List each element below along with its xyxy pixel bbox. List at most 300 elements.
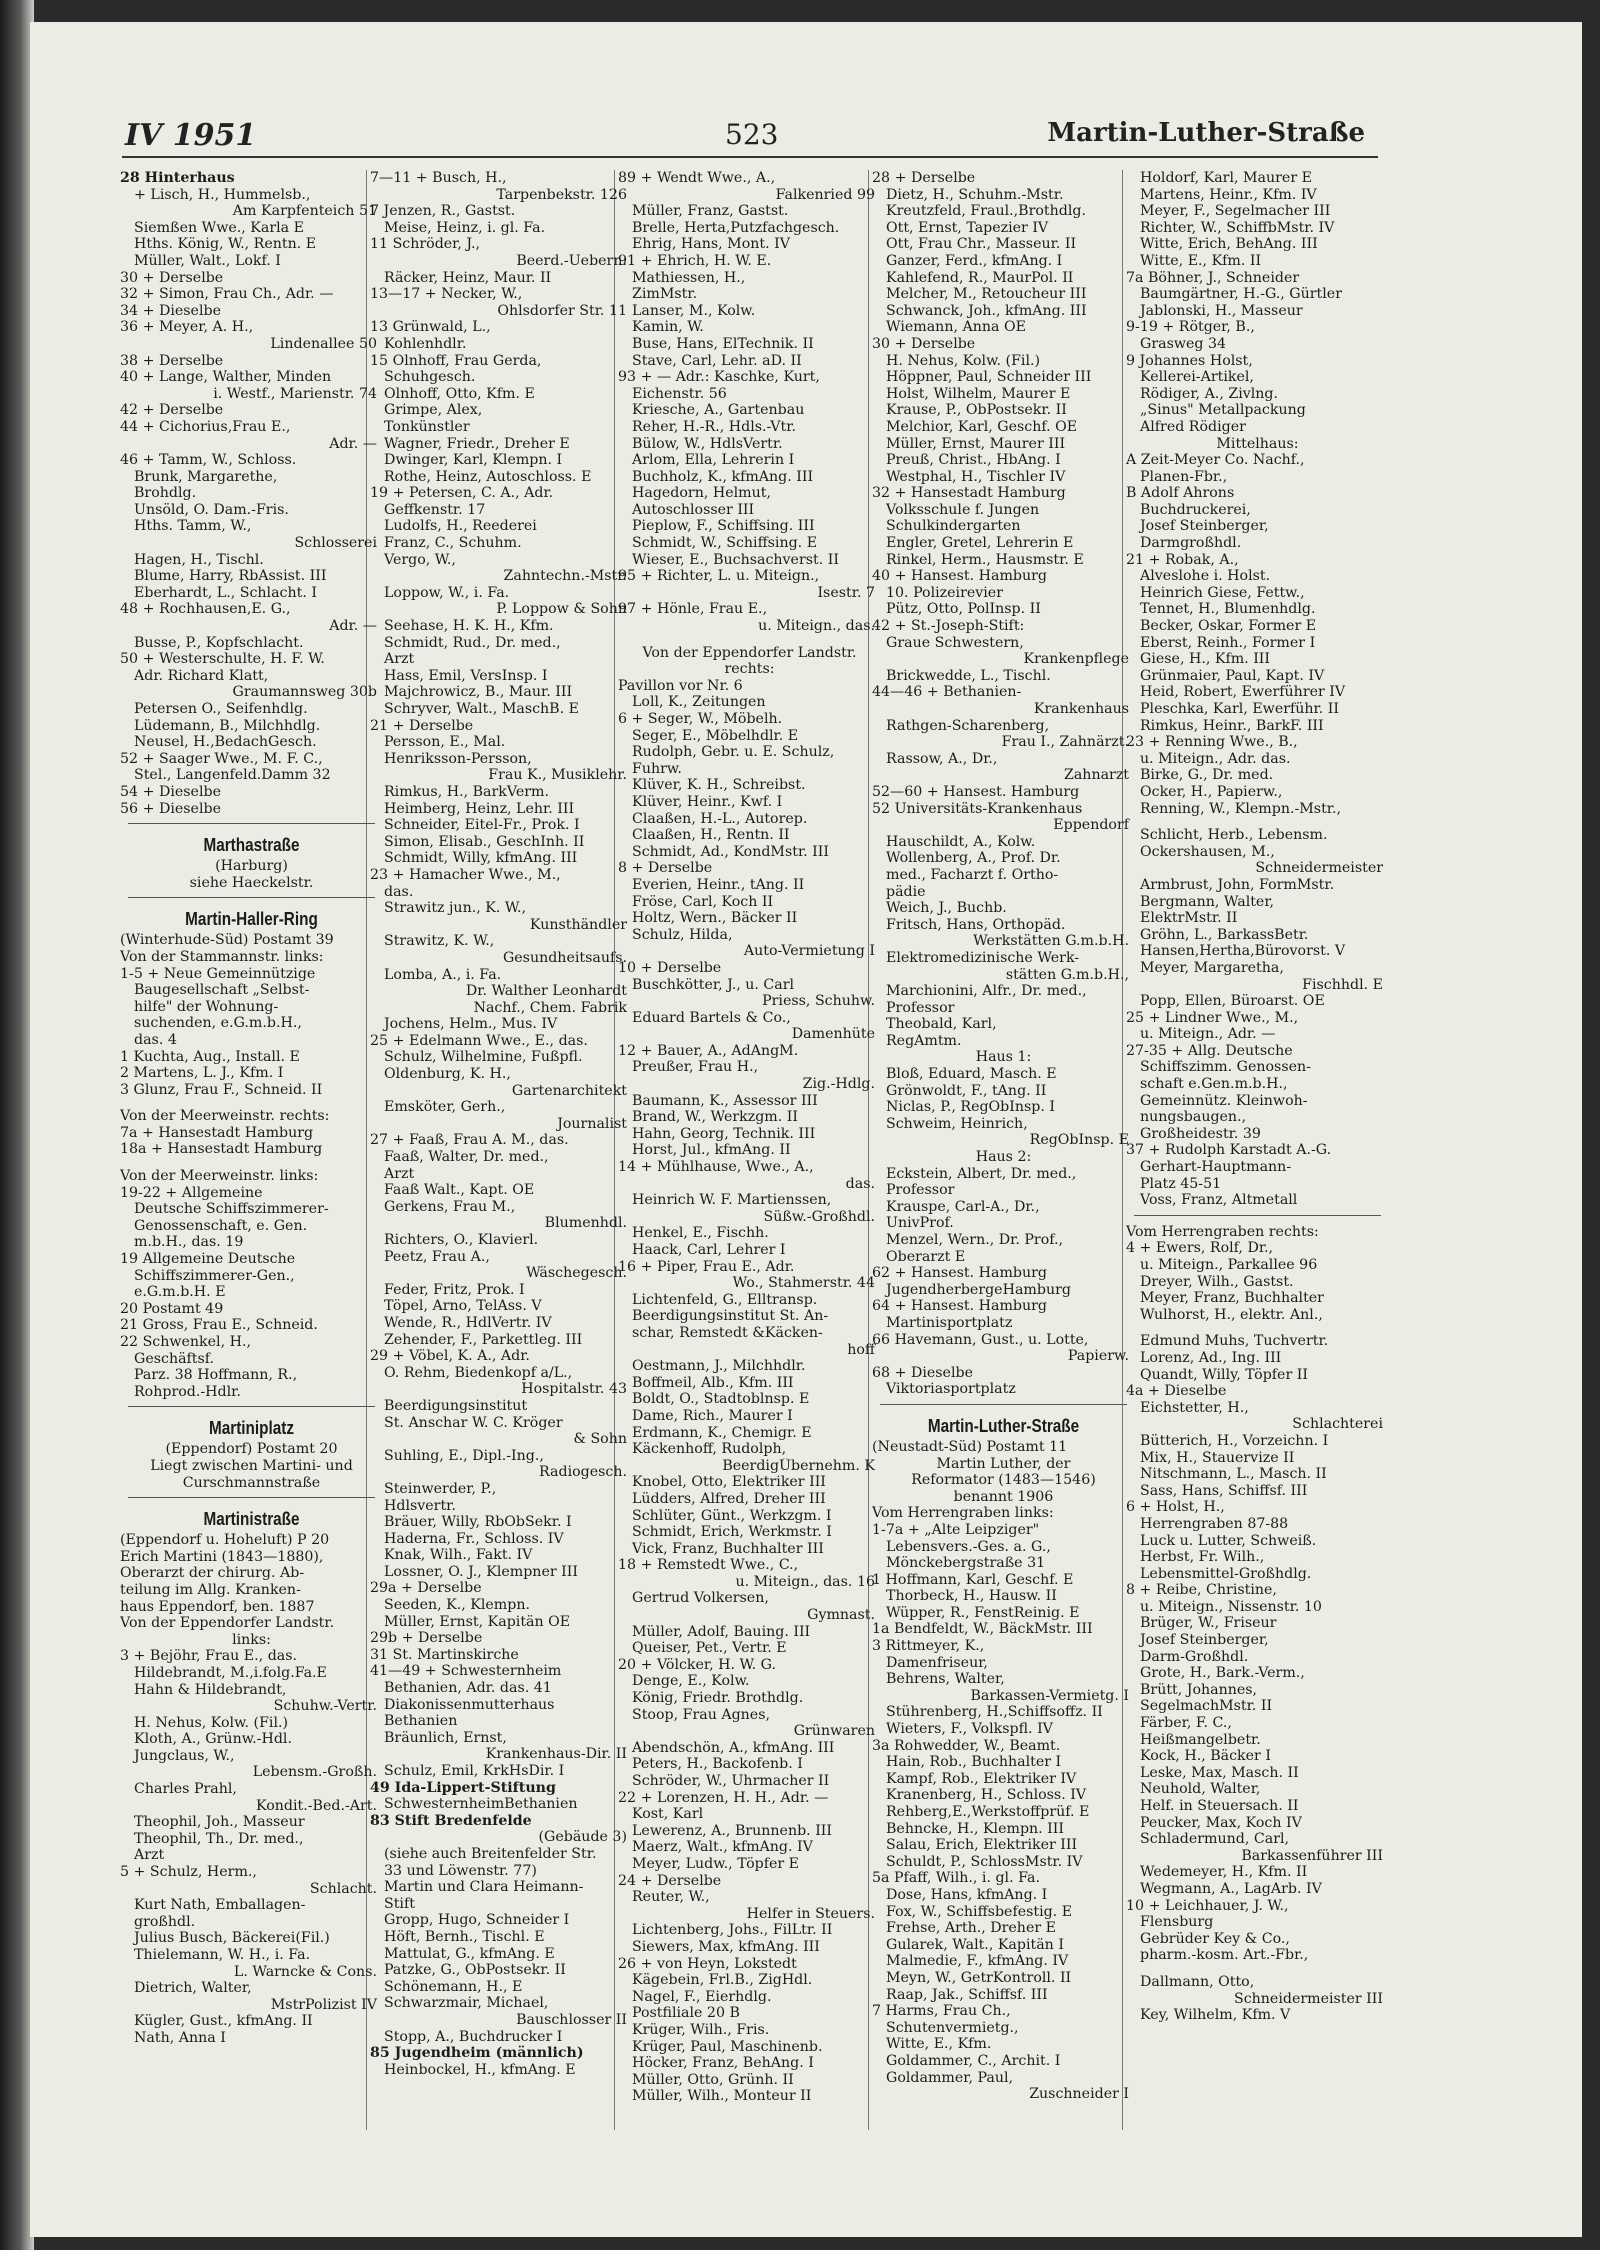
- entry-line: Melcher, M., Retoucheur III: [886, 286, 1087, 303]
- entry-line: suchenden, e.G.m.b.H.,: [134, 1015, 302, 1032]
- entry-line: Oestmann, J., Milchhdlr.: [632, 1358, 806, 1375]
- entry-line: (Eppendorf u. Hoheluft) P 20: [120, 1532, 330, 1549]
- entry-line: Preußer, Frau H.,: [632, 1059, 759, 1076]
- entry-line: Boffmeil, Alb., Kfm. III: [632, 1374, 794, 1391]
- entry-line: Kreutzfeld, Fraul.,Brothdlg.: [886, 203, 1086, 220]
- entry-line: Rothe, Heinz, Autoschloss. E: [384, 468, 592, 485]
- entry-line: Zuschneider I: [1029, 2086, 1129, 2103]
- entry-line: Wedemeyer, H., Kfm. II: [1140, 1864, 1308, 1881]
- entry-line: Schmidt, Ad., KondMstr. III: [632, 843, 829, 860]
- entry-line: 33 und Löwenstr. 77): [384, 1862, 537, 1879]
- entry-line: Zahnarzt: [1063, 767, 1129, 784]
- entry-line: Kohlenhdlr.: [384, 335, 467, 352]
- entry-line: Martens, Heinr., Kfm. IV: [1140, 186, 1317, 203]
- entry-line: 6 + Holst, H.,: [1126, 1499, 1225, 1516]
- entry-line: 19-22 + Allgemeine: [120, 1184, 263, 1201]
- entry-line: Schlachterei: [1292, 1416, 1383, 1433]
- entry-line: Claaßen, H.-L., Autorep.: [632, 810, 808, 827]
- entry-line: 2 Martens, L. J., Kfm. I: [120, 1065, 284, 1082]
- entry-line: 52—60 + Hansest. Hamburg: [872, 783, 1080, 800]
- spacer: [1126, 1323, 1389, 1333]
- entry-line: Peucker, Max, Koch IV: [1140, 1814, 1302, 1831]
- entry-line: Claaßen, H., Rentn. II: [632, 827, 790, 844]
- entry-line: Schneidermeister III: [1233, 1990, 1383, 2007]
- entry-line: Schuhw.-Vertr.: [273, 1698, 377, 1715]
- entry-line: Raap, Jak., Schiffsf. III: [886, 1986, 1048, 2003]
- entry-line: Martinisportplatz: [886, 1314, 1013, 1331]
- entry-line: Schneider, Eitel-Fr., Prok. I: [384, 817, 580, 834]
- entry-line: 40 + Hansest. Hamburg: [872, 568, 1047, 585]
- entry-line: 3 Rittmeyer, K.,: [872, 1638, 985, 1655]
- entry-line: Oberarzt E: [886, 1248, 966, 1265]
- entry-line: Ocker, H., Papierw.,: [1140, 783, 1283, 800]
- entry-line: Lebensvers.-Ges. a. G.,: [886, 1538, 1051, 1555]
- entry-line: 23 + Renning Wwe., B.,: [1126, 734, 1298, 751]
- entry-line: Majchrowicz, B., Maur. III: [384, 684, 573, 701]
- entry-line: Rehberg,E.,Werkstoffprüf. E: [886, 1804, 1090, 1820]
- entry-line: 19 + Petersen, C. A., Adr.: [370, 485, 554, 502]
- entry-line: schar, Remstedt &Käcken-: [632, 1324, 823, 1341]
- entry-line: Witte, E., Kfm.: [886, 2036, 992, 2053]
- entry-line: Rinkel, Herm., Hausmstr. E: [886, 551, 1084, 568]
- entry-line: Zahntechn.-Mstr.: [503, 568, 627, 585]
- entry-line: „Sinus" Metallpackung: [1140, 402, 1306, 419]
- entry-line: Julius Busch, Bäckerei(Fil.): [134, 1930, 330, 1947]
- entry-line: Dietz, H., Schuhm.-Mstr.: [886, 186, 1064, 203]
- entry-line: 41—49 + Schwesternheim: [370, 1663, 562, 1680]
- entry-line: Lindenallee 50: [270, 335, 377, 352]
- entry-line: Tonkünstler: [384, 418, 470, 435]
- entry-line: Kügler, Gust., kfmAng. II: [134, 2013, 313, 2030]
- entry-line: Meyer, Ludw., Töpfer E: [632, 1855, 800, 1872]
- entry-line: UnivProf.: [886, 1215, 954, 1232]
- entry-line: Wulhorst, H., elektr. Anl.,: [1140, 1306, 1323, 1323]
- entry-line: Bauschlosser II: [516, 2011, 627, 2028]
- entry-line: Fritsch, Hans, Orthopäd.: [886, 916, 1066, 933]
- entry-line: H. Nehus, Kolw. (Fil.): [134, 1714, 289, 1731]
- entry-line: 52 + Saager Wwe., M. F. C.,: [120, 750, 323, 767]
- entry-line: Giese, H., Kfm. III: [1140, 651, 1271, 668]
- entry-line: Theophil, Joh., Masseur: [134, 1814, 305, 1831]
- entry-line: 3a Rohwedder, W., Beamt.: [872, 1737, 1061, 1754]
- entry-line: Frau K., Musiklehr.: [488, 767, 627, 784]
- entry-line: 95 + Richter, L. u. Miteign.,: [618, 568, 820, 585]
- entry-line: Mix, H., Stauervize II: [1140, 1449, 1295, 1466]
- entry-line: Pleschka, Karl, Ewerführ. II: [1140, 701, 1339, 717]
- entry-line: Vergo, W.,: [384, 551, 456, 568]
- entry-line: u. Miteign., das. 16: [735, 1573, 875, 1590]
- entry-line: Rassow, A., Dr.,: [886, 750, 998, 767]
- entry-line: 34 + Dieselbe: [120, 302, 221, 319]
- entry-line: Unsöld, O. Dam.-Fris.: [134, 501, 289, 518]
- entry-line: Buschkötter, J., u. Carl: [632, 976, 795, 993]
- entry-line: Bülow, W., HdlsVertr.: [632, 435, 783, 452]
- entry-line: Frau I., Zahnärzt.: [1001, 734, 1129, 751]
- entry-line: das. 4: [134, 1031, 177, 1048]
- entry-line: 4 + Ewers, Rolf, Dr.,: [1126, 1240, 1274, 1257]
- entry-line: Dietrich, Walter,: [134, 1980, 252, 1997]
- directory-column-4: [872, 170, 1135, 2103]
- entry-line: Papierw.: [1067, 1348, 1129, 1365]
- entry-line: Kurt Nath, Emballagen-: [134, 1897, 306, 1914]
- entry-line: Olnhoff, Otto, Kfm. E: [384, 385, 535, 402]
- entry-line: Isestr. 7: [817, 584, 875, 601]
- entry-line: Schwanck, Joh., kfmAng. III: [886, 302, 1087, 319]
- entry-line: 25 + Edelmann Wwe., E., das.: [370, 1032, 588, 1049]
- entry-line: Steinwerder, P.,: [384, 1480, 497, 1497]
- entry-line: Helf. in Steuersach. II: [1140, 1798, 1299, 1814]
- street-heading: Martinistraße: [203, 1509, 300, 1530]
- directory-column-1: [120, 170, 383, 2047]
- entry-line: 83 Stift Bredenfelde: [370, 1812, 532, 1829]
- entry-line: Maerz, Walt., kfmAng. IV: [632, 1839, 813, 1856]
- entry-line: Gebrüder Key & Co.,: [1140, 1930, 1290, 1947]
- entry-line: Vom Herrengraben rechts:: [1126, 1223, 1319, 1240]
- entry-line: Meyn, W., GetrKontroll. II: [886, 1969, 1072, 1986]
- entry-line: Brunk, Margarethe,: [134, 468, 278, 485]
- entry-line: Jablonski, H., Masseur: [1140, 302, 1303, 319]
- entry-line: Gymnast.: [807, 1607, 875, 1624]
- entry-line: Behrens, Walter,: [886, 1671, 1005, 1688]
- separator-rule: [128, 1406, 375, 1415]
- entry-line: Grünwaren: [793, 1723, 875, 1740]
- entry-line: Henkel, E., Fischh.: [632, 1225, 769, 1242]
- entry-line: Darm-Großhdl.: [1140, 1648, 1249, 1665]
- entry-line: Klüver, K. H., Schreibst.: [632, 777, 806, 794]
- entry-line: L. Warncke & Cons.: [233, 1963, 377, 1980]
- entry-line: Tarpenbekstr. 126: [496, 186, 627, 203]
- entry-line: 7a + Hansestadt Hamburg: [120, 1124, 314, 1141]
- entry-line: Wagner, Friedr., Dreher E: [384, 435, 570, 452]
- entry-line: Adr. —: [329, 618, 377, 635]
- street-heading: Martin-Haller-Ring: [185, 909, 318, 930]
- entry-line: Richters, O., Klavierl.: [384, 1232, 539, 1248]
- entry-line: St. Anschar W. C. Kröger: [384, 1414, 563, 1431]
- entry-line: Theophil, Th., Dr. med.,: [134, 1830, 304, 1847]
- entry-line: Schlicht, Herb., Lebensm.: [1140, 827, 1328, 844]
- entry-line: Schuhgesch.: [384, 369, 476, 386]
- entry-line: Schmidt, Erich, Werkmstr. I: [632, 1524, 832, 1541]
- entry-line: König, Friedr. Brothdlg.: [632, 1690, 804, 1707]
- entry-line: Krauspe, Carl-A., Dr.,: [886, 1198, 1040, 1215]
- entry-line: Wende, R., HdlVertr. IV: [384, 1314, 552, 1331]
- entry-line: pharm.-kosm. Art.-Fbr.,: [1140, 1947, 1309, 1964]
- entry-line: Platz 45-51: [1140, 1175, 1222, 1192]
- entry-line: Faaß, Walter, Dr. med.,: [384, 1149, 549, 1166]
- entry-line: Von der Meerweinstr. links:: [120, 1168, 319, 1185]
- entry-line: Müller, Ernst, Kapitän OE: [384, 1613, 571, 1630]
- entry-line: Lebensm.-Großh.: [252, 1764, 377, 1781]
- entry-line: Quandt, Willy, Töpfer II: [1140, 1366, 1308, 1383]
- entry-line: Schweim, Heinrich,: [886, 1115, 1028, 1132]
- entry-line: Töpel, Arno, TelAss. V: [384, 1298, 542, 1315]
- entry-line: 11 Schröder, J.,: [370, 236, 481, 253]
- entry-line: JugendherbergeHamburg: [886, 1281, 1071, 1298]
- entry-line: 1a Bendfeldt, W., BäckMstr. III: [872, 1621, 1093, 1638]
- entry-line: Buchdruckerei,: [1140, 501, 1251, 518]
- entry-line: Theobald, Karl,: [886, 1016, 997, 1033]
- entry-line: Krüger, Paul, Maschinenb.: [632, 2038, 823, 2055]
- entry-line: 22 Schwenkel, H.,: [120, 1334, 251, 1350]
- entry-line: 27-35 + Allg. Deutsche: [1126, 1042, 1293, 1059]
- entry-line: Krüger, Wilh., Fris.: [632, 2021, 770, 2038]
- entry-line: Witte, E., Kfm. II: [1140, 252, 1262, 269]
- entry-line: Dame, Rich., Maurer I: [632, 1407, 793, 1424]
- entry-line: Baugesellschaft „Selbst-: [134, 982, 310, 999]
- entry-line: das.: [384, 883, 414, 900]
- entry-line: 56 + Dieselbe: [120, 800, 221, 817]
- entry-line: 24 + Derselbe: [618, 1872, 722, 1889]
- entry-line: 8 + Derselbe: [618, 860, 713, 877]
- entry-line: Schulz, Hilda,: [632, 926, 733, 943]
- entry-line: Buchholz, K., kfmAng. III: [632, 468, 814, 485]
- entry-line: (Harburg): [215, 858, 288, 875]
- entry-line: 18 + Remstedt Wwe., C.,: [618, 1557, 799, 1574]
- entry-line: Bethanien: [384, 1713, 458, 1730]
- entry-line: Schmidt, Rud., Dr. med.,: [384, 634, 561, 651]
- entry-line: Kock, H., Bäcker I: [1140, 1748, 1271, 1765]
- entry-line: das.: [845, 1175, 875, 1192]
- entry-line: Hths. König, W., Rentn. E: [134, 236, 317, 253]
- entry-line: 32 + Hansestadt Hamburg: [872, 485, 1066, 502]
- entry-line: Käckenhoff, Rudolph,: [632, 1441, 787, 1458]
- entry-line: Von der Meerweinstr. rechts:: [120, 1108, 330, 1125]
- entry-line: Geschäftsf.: [134, 1350, 215, 1367]
- entry-line: Kloth, A., Grünw.-Hdl.: [134, 1731, 292, 1748]
- entry-line: Gesundheitsaufs.: [502, 949, 627, 966]
- entry-line: Parz. 38 Hoffmann, R.,: [134, 1367, 298, 1384]
- entry-line: Gemeinnütz. Kleinwoh-: [1140, 1092, 1308, 1109]
- entry-line: Fischhdl. E: [1302, 976, 1383, 993]
- entry-line: Schladermund, Carl,: [1140, 1831, 1290, 1848]
- entry-line: Priess, Schuhw.: [762, 993, 875, 1010]
- spacer: [120, 1158, 383, 1168]
- book-spine: [0, 0, 34, 2250]
- entry-line: Schröder, W., Uhrmacher II: [632, 1773, 830, 1789]
- entry-line: 38 + Derselbe: [120, 352, 224, 369]
- entry-line: 1 Kuchta, Aug., Install. E: [120, 1048, 300, 1065]
- entry-line: Ott, Ernst, Tapezier IV: [886, 219, 1049, 236]
- entry-line: Kampf, Rob., Elektriker IV: [886, 1770, 1077, 1787]
- entry-line: Gartenarchitekt: [511, 1082, 627, 1099]
- entry-line: Diakonissenmutterhaus: [384, 1696, 555, 1713]
- entry-line: pädie: [886, 883, 926, 900]
- entry-line: Haus 2:: [975, 1149, 1032, 1166]
- header-year: IV 1951: [125, 118, 257, 153]
- entry-line: 28 Hinterhaus: [120, 170, 235, 186]
- entry-line: Adr. —: [329, 435, 377, 452]
- header-rule: [122, 156, 1378, 158]
- entry-line: Heimberg, Heinz, Lehr. III: [384, 800, 575, 817]
- entry-line: Hagedorn, Helmut,: [632, 485, 771, 502]
- entry-line: Grote, H., Bark.-Verm.,: [1140, 1665, 1305, 1682]
- entry-line: 1-7a + „Alte Leipziger": [872, 1521, 1040, 1538]
- entry-line: Schulz, Emil, KrkHsDir. I: [384, 1763, 565, 1779]
- entry-line: 18a + Hansestadt Hamburg: [120, 1141, 323, 1158]
- entry-line: Haus 1:: [975, 1049, 1032, 1066]
- entry-line: Siemßen Wwe., Karla E: [134, 219, 304, 236]
- entry-line: Schulz, Wilhelmine, Fußpfl.: [384, 1049, 583, 1066]
- entry-line: Nagel, F., Eierhdlg.: [632, 1988, 772, 2005]
- entry-line: Von der Eppendorfer Landstr.: [642, 644, 857, 661]
- entry-line: Arzt: [384, 651, 415, 668]
- entry-line: Heinbockel, H., kfmAng. E: [384, 2061, 576, 2078]
- entry-line: Schwarzmair, Michael,: [384, 1995, 549, 2012]
- entry-line: u. Miteign., Adr. —: [1140, 1026, 1276, 1043]
- entry-line: Höppner, Paul, Schneider III: [886, 369, 1092, 386]
- entry-line: hilfe" der Wohnung-: [134, 998, 279, 1015]
- entry-line: Knak, Wilh., Fakt. IV: [384, 1547, 533, 1564]
- entry-line: Westphal, H., Tischler IV: [886, 468, 1066, 485]
- entry-line: Volksschule f. Jungen: [886, 501, 1040, 518]
- entry-line: Viktoriasportplatz: [886, 1381, 1016, 1398]
- entry-line: 1-5 + Neue Gemeinnützige: [120, 965, 316, 982]
- entry-line: Schulkindergarten: [886, 518, 1021, 535]
- entry-line: 40 + Lange, Walther, Minden: [120, 369, 332, 386]
- entry-line: 23 + Hamacher Wwe., M.,: [370, 866, 561, 883]
- entry-line: Helfer in Steuers.: [746, 1905, 875, 1922]
- entry-line: Hansen,Hertha,Bürovorst. V: [1140, 943, 1346, 960]
- entry-line: Loll, K., Zeitungen: [632, 694, 766, 711]
- entry-line: Busse, P., Kopfschlacht.: [134, 634, 304, 651]
- entry-line: BeerdigÜbernehm. K: [722, 1457, 875, 1474]
- entry-line: Schiffszimmerer-Gen.,: [134, 1267, 295, 1284]
- entry-line: 7—11 + Busch, H.,: [370, 170, 507, 186]
- entry-line: Behncke, H., Klempn. III: [886, 1820, 1064, 1837]
- entry-line: Bergmann, Walter,: [1140, 893, 1275, 910]
- entry-line: Müller, Ernst, Maurer III: [886, 435, 1066, 452]
- entry-line: Nath, Anna I: [134, 2029, 226, 2046]
- entry-line: 19 Allgemeine Deutsche: [120, 1251, 296, 1268]
- entry-line: Brüger, W., Friseur: [1140, 1615, 1277, 1632]
- entry-line: Thielemann, W. H., i. Fa.: [134, 1947, 311, 1963]
- entry-line: Grimpe, Alex,: [384, 402, 483, 419]
- entry-line: Holst, Wilhelm, Maurer E: [886, 385, 1071, 402]
- entry-line: Ganzer, Ferd., kfmAng. I: [886, 252, 1063, 269]
- entry-line: Oldenburg, K. H.,: [384, 1066, 511, 1083]
- entry-line: u. Miteign., Parkallee 96: [1140, 1257, 1318, 1273]
- directory-column-5: [1126, 170, 1389, 2024]
- entry-line: 97 + Hönle, Frau E.,: [618, 601, 768, 618]
- entry-line: Von der Stammannstr. links:: [120, 948, 324, 965]
- entry-line: Hdlsvertr.: [384, 1497, 456, 1514]
- entry-line: 37 + Rudolph Karstadt A.-G.: [1126, 1142, 1332, 1159]
- entry-line: 44—46 + Bethanien-: [872, 684, 1022, 701]
- entry-line: Becker, Oskar, Former E: [1140, 618, 1317, 635]
- entry-line: Ludolfs, H., Reederei: [384, 518, 537, 535]
- entry-line: Baumann, K., Assessor III: [632, 1092, 818, 1109]
- entry-line: Schönemann, H., E: [384, 1978, 523, 1995]
- entry-line: Stoop, Frau Agnes,: [632, 1706, 770, 1723]
- entry-line: 21 Gross, Frau E., Schneid.: [120, 1317, 318, 1334]
- entry-line: Ehrig, Hans, Mont. IV: [632, 236, 790, 253]
- entry-line: Lebensmittel-Großhdlg.: [1140, 1565, 1312, 1582]
- entry-line: Jochens, Helm., Mus. IV: [384, 1016, 558, 1033]
- entry-line: 85 Jugendheim (männlich): [370, 2045, 584, 2062]
- entry-line: Heißmangelbetr.: [1140, 1731, 1261, 1748]
- entry-line: Blume, Harry, RbAssist. III: [134, 568, 327, 585]
- entry-line: Schiffszimm. Genossen-: [1140, 1059, 1311, 1076]
- page-number: 523: [725, 118, 779, 151]
- entry-line: Malmedie, F., kfmAng. IV: [886, 1953, 1069, 1970]
- entry-line: Simon, Elisab., GeschInh. II: [384, 833, 585, 850]
- entry-line: 30 + Derselbe: [872, 335, 976, 352]
- entry-line: 27 + Faaß, Frau A. M., das.: [370, 1132, 569, 1149]
- entry-line: 54 + Dieselbe: [120, 783, 221, 800]
- entry-line: ElektrMstr. II: [1140, 910, 1238, 927]
- entry-line: Hagen, H., Tischl.: [134, 551, 264, 568]
- entry-line: 64 + Hansest. Hamburg: [872, 1298, 1047, 1315]
- entry-line: Dose, Hans, kfmAng. I: [886, 1886, 1048, 1903]
- entry-line: Rimkus, Heinr., BarkF. III: [1140, 717, 1324, 734]
- entry-line: Kriesche, A., Gartenbau: [632, 402, 805, 419]
- entry-line: Kahlefend, R., MaurPol. II: [886, 269, 1074, 286]
- entry-line: i. Westf., Marienstr. 74: [213, 385, 377, 402]
- street-heading: Martin-Luther-Straße: [927, 1415, 1080, 1436]
- entry-line: Krause, P., ObPostsekr. II: [886, 402, 1067, 419]
- entry-line: 31 St. Martinskirche: [370, 1646, 519, 1663]
- entry-line: Planen-Fbr.,: [1140, 468, 1228, 485]
- entry-line: Horst, Jul., kfmAng. II: [632, 1142, 791, 1159]
- entry-line: 8 + Reibe, Christine,: [1126, 1582, 1277, 1599]
- entry-line: Lichtenfeld, G., Elltransp.: [632, 1291, 818, 1308]
- entry-line: SegelmachMstr. II: [1140, 1698, 1273, 1715]
- entry-line: Weich, J., Buchb.: [886, 900, 1007, 917]
- entry-line: Müller, Walt., Lokf. I: [134, 252, 281, 269]
- entry-line: Hauschildt, A., Kolw.: [886, 833, 1036, 850]
- entry-line: Kranenberg, H., Schloss. IV: [886, 1787, 1087, 1804]
- entry-line: Goldammer, Paul,: [886, 2069, 1014, 2086]
- entry-line: 16 + Piper, Frau E., Adr.: [618, 1258, 795, 1275]
- entry-line: Tennet, H., Blumenhdlg.: [1140, 601, 1316, 618]
- entry-line: 62 + Hansest. Hamburg: [872, 1265, 1047, 1282]
- entry-line: Von der Eppendorfer Landstr.: [120, 1615, 335, 1632]
- entry-line: Denge, E., Kolw.: [632, 1673, 750, 1690]
- entry-line: 7a Böhner, J., Schneider: [1126, 269, 1300, 286]
- entry-line: Martin Luther, der: [936, 1455, 1071, 1472]
- entry-line: Wüpper, R., FenstReinig. E: [886, 1604, 1080, 1621]
- entry-line: Süßw.-Großhdl.: [763, 1208, 875, 1225]
- entry-line: 52 Universitäts-Krankenhaus: [872, 800, 1083, 817]
- entry-line: Arzt: [134, 1847, 165, 1864]
- entry-line: Bräuer, Willy, RbObSekr. I: [384, 1514, 572, 1531]
- entry-line: 29 + Vöbel, K. A., Adr.: [370, 1348, 530, 1365]
- entry-line: Engler, Gretel, Lehrerin E: [886, 535, 1074, 552]
- entry-line: Bütterich, H., Vorzeichn. I: [1140, 1432, 1329, 1449]
- entry-line: Lomba, A., i. Fa.: [384, 966, 502, 983]
- entry-line: Peetz, Frau A.,: [384, 1248, 490, 1265]
- entry-line: 66 Havemann, Gust., u. Lotte,: [872, 1331, 1089, 1348]
- entry-line: (Neustadt-Süd) Postamt 11: [872, 1438, 1068, 1455]
- entry-line: Loppow, W., i. Fa.: [384, 584, 510, 601]
- entry-line: Müller, Otto, Grünh. II: [632, 2071, 794, 2088]
- entry-line: Journalist: [557, 1115, 627, 1132]
- separator-rule: [128, 897, 375, 906]
- entry-line: Patzke, G., ObPostsekr. II: [384, 1962, 566, 1979]
- entry-line: Ott, Frau Chr., Masseur. II: [886, 236, 1077, 253]
- entry-line: Gröhn, L., BarkassBetr.: [1140, 926, 1309, 943]
- entry-line: Strawitz, K. W.,: [384, 933, 495, 950]
- entry-line: Reher, H.-R., Hdls.-Vtr.: [632, 418, 796, 435]
- spacer: [1126, 817, 1389, 827]
- entry-line: 14 + Mühlhause, Wwe., A.,: [618, 1159, 814, 1176]
- entry-line: Großheidestr. 39: [1140, 1125, 1261, 1142]
- entry-line: Bräunlich, Ernst,: [384, 1729, 507, 1746]
- entry-line: Blumenhdl.: [544, 1215, 627, 1232]
- entry-line: SchwesternheimBethanien: [384, 1796, 578, 1813]
- entry-line: Schlüter, Günt., Werkzgm. I: [632, 1507, 832, 1524]
- spacer: [618, 635, 881, 645]
